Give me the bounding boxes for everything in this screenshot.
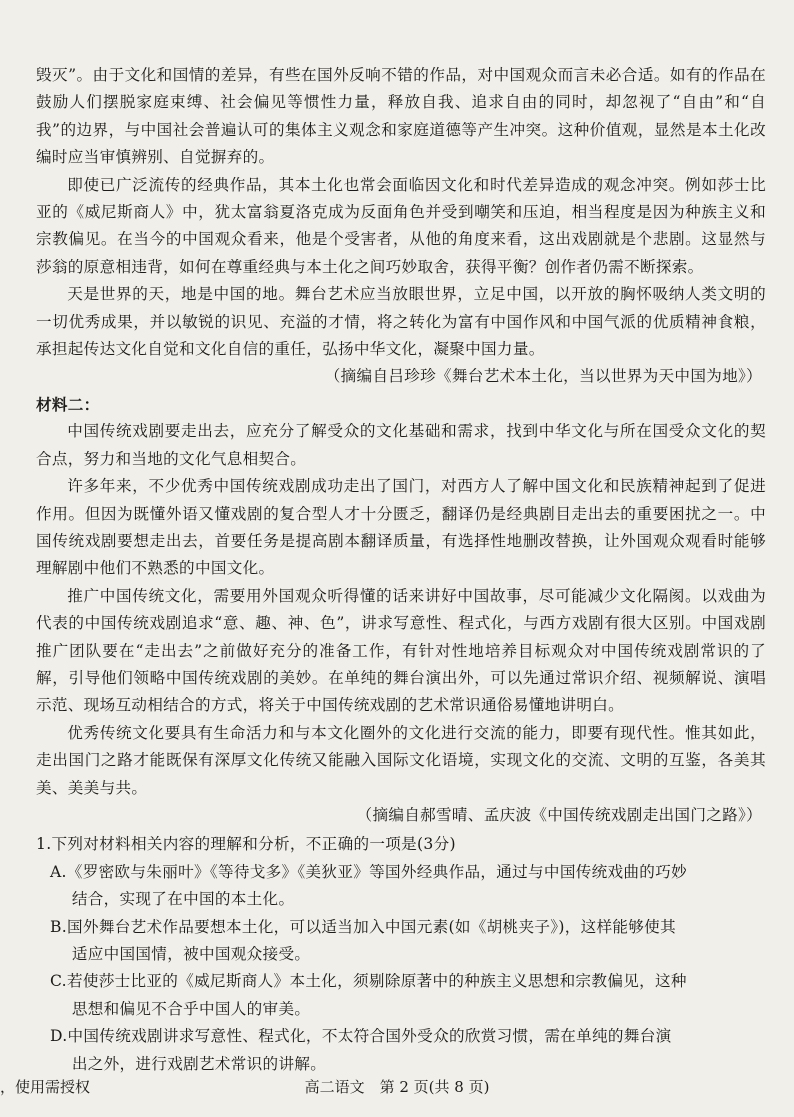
material2-paragraph-2: 许多年来，不少优秀中国传统戏剧成功走出了国门，对西方人了解中国文化和民族精神起到了促进作用。但因为既懂外语又懂戏剧的复合型人才十分匮乏，翻译仍是经典剧目走出去的重要困扰之一。中国传统戏剧要想走出去，首要任务是提高剧本翻译质量，有选择性地删改替换，让外国观众观看时能够理解剧中他们不熟悉的中国文化。 <box>36 477 766 578</box>
question-1-option-b <box>36 914 766 969</box>
question-1-option-c <box>36 968 766 1023</box>
option-text-line-1: 国外舞台艺术作品要想本土化，可以适当加入中国元素(如《胡桃夹子》)，这样能够使其 <box>67 917 676 936</box>
option-text-line-2: 结合，实现了在中国的本土化。 <box>71 890 295 909</box>
material2-paragraph-1: 中国传统戏剧要走出去，应充分了解受众的文化基础和需求，找到中华文化与所在国受众文化的契合点，努力和当地的文化气息相契合。 <box>36 422 766 468</box>
option-text-line-1: 若使莎士比亚的《威尼斯商人》本土化，须剔除原著中的种族主义思想和宗教偏见，这种 <box>66 972 687 991</box>
material2-source: （摘编自郝雪晴、孟庆波《中国传统戏剧走出国门之路》） <box>356 805 762 824</box>
material1-paragraph-1: 毁灭”。由于文化和国情的差异，有些在国外反响不错的作品，对中国观众而言未必合适。如有的作品在鼓励人们摆脱家庭束缚、社会偏见等惯性力量，释放自我、追求自由的同时，却忽视了“自由”和“自我”的边界，与中国社会普遍认可的集体主义观念和家庭道德等产生冲突。这种价值观，显然是本土化改编时应当审慎辨别、自觉摒弃的。 <box>36 66 766 167</box>
material2-title: 材料二： <box>36 394 100 414</box>
option-text-line-2: 出之外，进行戏剧艺术常识的讲解。 <box>71 1054 327 1073</box>
footer-left-note: ，使用需授权 <box>0 1078 91 1096</box>
material2-paragraph-3: 推广中国传统文化，需要用外国观众听得懂的话来讲好中国故事，尽可能减少文化隔阂。以戏曲为代表的中国传统戏剧追求“意、趣、神、色”，讲求写意性、程式化，与西方戏剧有很大区别。中国戏剧推广团队要在“走出去”之前做好充分的准备工作，有针对性地培养目标观众对中国传统戏剧常识的了解，引导他们领略中国传统戏剧的美妙。在单纯的舞台演出外，可以先通过常识介绍、视频解说、演唱示范、现场互动相结合的方式，将关于中国传统戏剧的艺术常识通俗易懂地讲明白。 <box>36 586 766 715</box>
option-label: C. <box>50 972 67 991</box>
material1-source: （摘编自吕珍珍《舞台艺术本土化，当以世界为天中国为地》） <box>324 367 762 386</box>
question-1-option-a <box>36 859 766 914</box>
question-1-stem: 1.下列对材料相关内容的理解和分析，不正确的一项是(3分) <box>36 835 456 854</box>
page-content <box>36 62 766 1078</box>
footer-page-number: 高二语文 第 2 页(共 8 页) <box>304 1078 490 1096</box>
option-text-line-1: 《罗密欧与朱丽叶》《等待戈多》《美狄亚》等国外经典作品，通过与中国传统戏曲的巧妙 <box>66 862 687 881</box>
option-text-line-2: 适应中国国情，被中国观众接受。 <box>71 945 311 963</box>
option-label: A. <box>50 862 67 881</box>
option-label: B. <box>50 917 68 936</box>
material2-paragraph-4: 优秀传统文化要具有生命活力和与本文化圈外的文化进行交流的能力，即要有现代性。惟其如此，走出国门之路才能既保有深厚文化传统又能融入国际文化语境，实现文化的交流、文明的互鉴，各美其美、美美与共。 <box>36 723 766 797</box>
material1-paragraph-2: 即使已广泛流传的经典作品，其本土化也常会面临因文化和时代差异造成的观念冲突。例如莎士比亚的《威尼斯商人》中，犹太富翁夏洛克成为反面角色并受到嘲笑和压迫，相当程度是因为种族主义和宗教偏见。在当今的中国观众看来，他是个受害者，从他的角度来看，这出戏剧就是个悲剧。这显然与莎翁的原意相违背，如何在尊重经典与本土化之间巧妙取舍，获得平衡？创作者仍需不断探索。 <box>36 175 766 276</box>
option-text-line-1: 中国传统戏剧讲求写意性、程式化，不太符合国外受众的欣赏习惯，需在单纯的舞台演 <box>67 1027 672 1046</box>
page-footer <box>0 1072 794 1102</box>
material1-paragraph-3: 天是世界的天，地是中国的地。舞台艺术应当放眼世界，立足中国，以开放的胸怀吸纳人类文明的一切优秀成果，并以敏锐的识见、充溢的才情，将之转化为富有中国作风和中国气派的优质精神食粮，承担起传达文化自觉和文化自信的重任，弘扬中华文化，凝聚中国力量。 <box>36 285 766 359</box>
question-1-option-d <box>36 1023 766 1078</box>
option-text-line-2: 思想和偏见不合乎中国人的审美。 <box>71 999 311 1018</box>
option-label: D. <box>50 1027 68 1046</box>
